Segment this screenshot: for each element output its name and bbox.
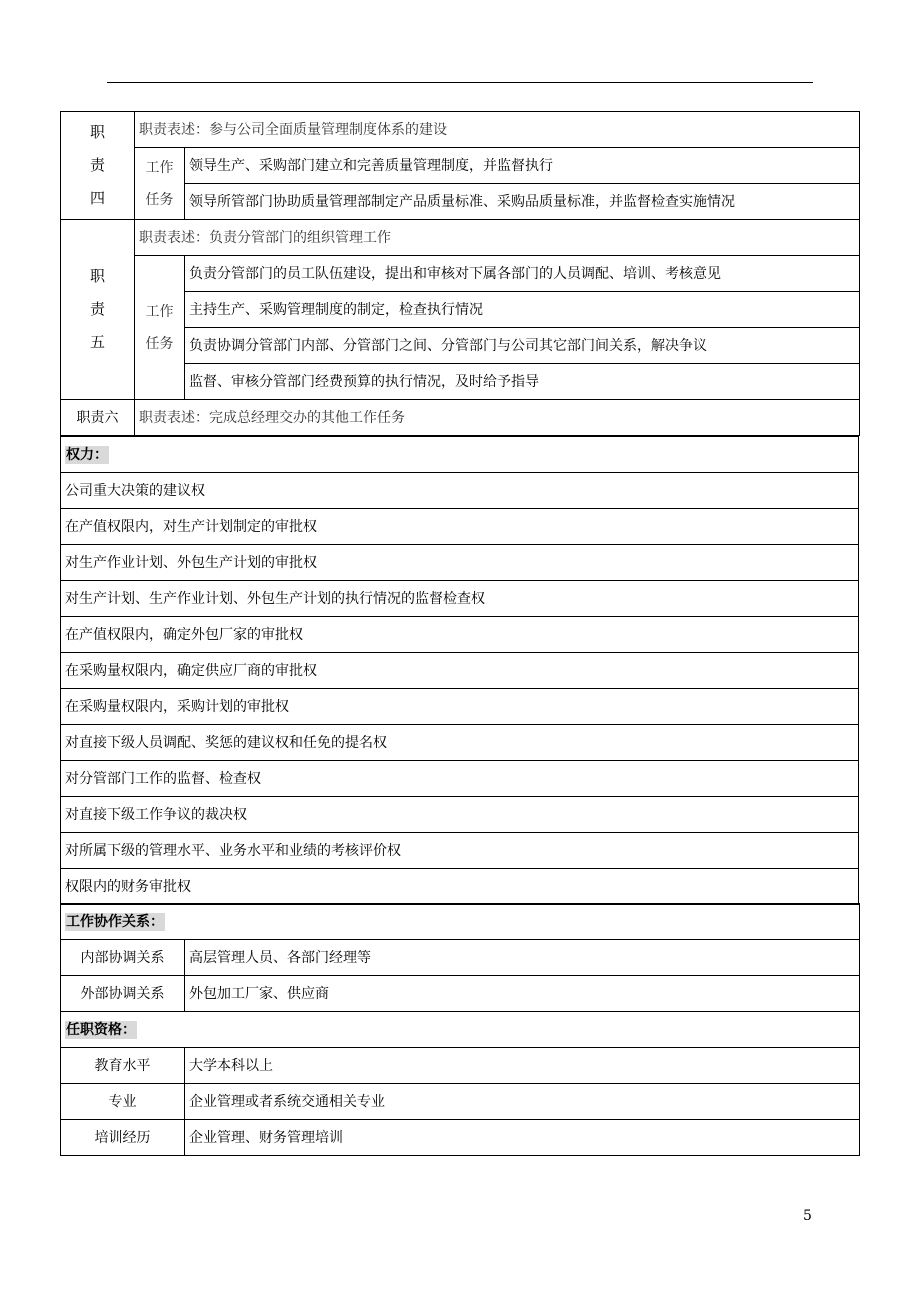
page-number: 5 xyxy=(803,1208,812,1224)
power-item xyxy=(61,833,859,869)
qual-value: 企业管理或者系统交通相关专业 xyxy=(185,1084,860,1120)
duties-table xyxy=(60,111,860,436)
power-item-text: 对分管部门工作的监督、检查权 xyxy=(61,761,859,797)
duty4-task: 领导生产、采购部门建立和完善质量管理制度，并监督执行 xyxy=(185,148,860,184)
power-item xyxy=(61,725,859,761)
duty5-task: 监督、审核分管部门经费预算的执行情况，及时给予指导 xyxy=(185,364,860,400)
duty5-side-label: 职 责 五 xyxy=(61,220,135,400)
duty4-task: 领导所管部门协助质量管理部制定产品质量标准、采购品质量标准，并监督检查实施情况 xyxy=(185,184,860,220)
power-item xyxy=(61,509,859,545)
qual-label: 专业 xyxy=(61,1084,185,1120)
power-item-text: 在产值权限内，对生产计划制定的审批权 xyxy=(61,509,859,545)
duty5-work-label: 工作 任务 xyxy=(135,256,185,400)
qual-row xyxy=(61,1120,860,1156)
power-table xyxy=(60,436,859,905)
duty6-row xyxy=(61,400,860,436)
duty6-label: 职责六 xyxy=(61,400,135,436)
duty4-work-label: 工作 任务 xyxy=(135,148,185,220)
power-item xyxy=(61,653,859,689)
duty5-task-row xyxy=(61,256,860,292)
qual-label: 教育水平 xyxy=(61,1048,185,1084)
coop-value: 外包加工厂家、供应商 xyxy=(185,976,860,1012)
coop-row xyxy=(61,976,860,1012)
duty4-task-row xyxy=(61,148,860,184)
power-item-text: 在产值权限内，确定外包厂家的审批权 xyxy=(61,617,859,653)
coop-row xyxy=(61,940,860,976)
coop-label: 内部协调关系 xyxy=(61,940,185,976)
power-item xyxy=(61,473,859,509)
qual-row xyxy=(61,1048,860,1084)
qual-value: 大学本科以上 xyxy=(185,1048,860,1084)
qual-header-row xyxy=(61,1012,860,1048)
power-item-text: 在采购量权限内，确定供应厂商的审批权 xyxy=(61,653,859,689)
power-item xyxy=(61,761,859,797)
cooperation-table xyxy=(60,903,860,1012)
power-header-row xyxy=(61,437,859,473)
power-item xyxy=(61,581,859,617)
power-item xyxy=(61,797,859,833)
duty6-statement: 职责表述：完成总经理交办的其他工作任务 xyxy=(135,400,860,436)
qual-header: 任职资格： xyxy=(61,1012,860,1048)
power-item xyxy=(61,545,859,581)
coop-header-row xyxy=(61,904,860,940)
coop-label: 外部协调关系 xyxy=(61,976,185,1012)
power-item-text: 权限内的财务审批权 xyxy=(61,869,859,905)
power-item-text: 对直接下级工作争议的裁决权 xyxy=(61,797,859,833)
duty4-side-label: 职 责 四 xyxy=(61,112,135,220)
power-item-text: 公司重大决策的建议权 xyxy=(61,473,859,509)
qual-label: 培训经历 xyxy=(61,1120,185,1156)
power-item-text: 对直接下级人员调配、奖惩的建议权和任免的提名权 xyxy=(61,725,859,761)
duty5-task: 主持生产、采购管理制度的制定，检查执行情况 xyxy=(185,292,860,328)
power-item-text: 对所属下级的管理水平、业务水平和业绩的考核评价权 xyxy=(61,833,859,869)
coop-header: 工作协作关系： xyxy=(61,904,860,940)
duty4-statement: 职责表述：参与公司全面质量管理制度体系的建设 xyxy=(135,112,860,148)
power-item xyxy=(61,689,859,725)
power-item xyxy=(61,869,859,905)
power-item-text: 对生产计划、生产作业计划、外包生产计划的执行情况的监督检查权 xyxy=(61,581,859,617)
power-header: 权力： xyxy=(61,437,859,473)
qualification-table xyxy=(60,1011,860,1156)
power-item xyxy=(61,617,859,653)
qual-value: 企业管理、财务管理培训 xyxy=(185,1120,860,1156)
qual-row xyxy=(61,1084,860,1120)
duty4-statement-row xyxy=(61,112,860,148)
power-item-text: 对生产作业计划、外包生产计划的审批权 xyxy=(61,545,859,581)
coop-value: 高层管理人员、各部门经理等 xyxy=(185,940,860,976)
duty5-statement-row xyxy=(61,220,860,256)
duty5-statement: 职责表述：负责分管部门的组织管理工作 xyxy=(135,220,860,256)
power-item-text: 在采购量权限内，采购计划的审批权 xyxy=(61,689,859,725)
duty5-task: 负责协调分管部门内部、分管部门之间、分管部门与公司其它部门间关系，解决争议 xyxy=(185,328,860,364)
header-rule xyxy=(107,82,813,83)
duty5-task: 负责分管部门的员工队伍建设，提出和审核对下属各部门的人员调配、培训、考核意见 xyxy=(185,256,860,292)
